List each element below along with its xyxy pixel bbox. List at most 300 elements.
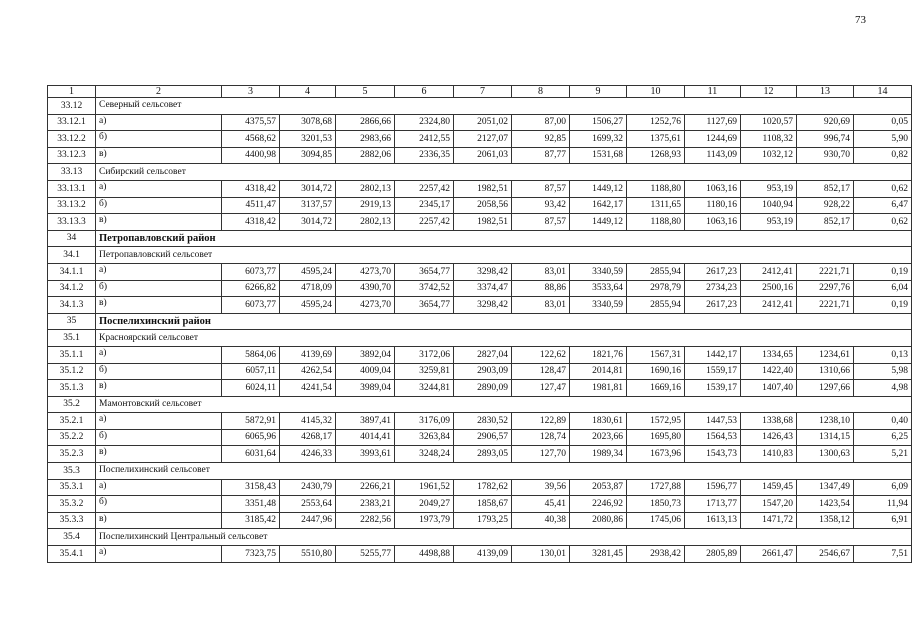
table-row <box>48 180 912 197</box>
variant-label: в) <box>96 214 222 231</box>
value-cell: 4375,57 <box>222 114 280 131</box>
value-cell: 3137,57 <box>280 197 336 214</box>
column-header: 3 <box>222 86 280 98</box>
value-cell: 2866,66 <box>336 114 395 131</box>
row-code: 35.1 <box>48 330 96 347</box>
value-cell: 2734,23 <box>685 280 741 297</box>
table-row <box>48 280 912 297</box>
value-cell: 1713,77 <box>685 496 741 513</box>
value-cell: 3176,09 <box>395 413 454 430</box>
settlement-name: Петропавловский сельсовет <box>96 247 912 264</box>
value-cell: 3993,61 <box>336 446 395 463</box>
table-row <box>48 131 912 148</box>
row-code: 35.3.1 <box>48 479 96 496</box>
value-cell: 4268,17 <box>280 429 336 446</box>
value-cell: 5,21 <box>854 446 912 463</box>
value-cell: 3892,04 <box>336 346 395 363</box>
value-cell: 2661,47 <box>741 546 797 563</box>
value-cell: 2500,16 <box>741 280 797 297</box>
variant-label: в) <box>96 380 222 397</box>
value-cell: 1539,17 <box>685 380 741 397</box>
value-cell: 2053,87 <box>570 479 627 496</box>
table-row <box>48 346 912 363</box>
value-cell: 4718,09 <box>280 280 336 297</box>
table-row <box>48 413 912 430</box>
value-cell: 4246,33 <box>280 446 336 463</box>
value-cell: 1020,57 <box>741 114 797 131</box>
value-cell: 1449,12 <box>570 180 627 197</box>
table-row <box>48 263 912 280</box>
value-cell: 1858,67 <box>454 496 512 513</box>
column-header: 14 <box>854 86 912 98</box>
variant-label: б) <box>96 280 222 297</box>
value-cell: 3281,45 <box>570 546 627 563</box>
table-row <box>48 479 912 496</box>
value-cell: 3248,24 <box>395 446 454 463</box>
row-code: 35.1.3 <box>48 380 96 397</box>
value-cell: 3244,81 <box>395 380 454 397</box>
row-code: 34.1.3 <box>48 297 96 314</box>
district-row <box>48 230 912 247</box>
value-cell: 3298,42 <box>454 263 512 280</box>
value-cell: 2257,42 <box>395 214 454 231</box>
value-cell: 122,62 <box>512 346 570 363</box>
value-cell: 83,01 <box>512 297 570 314</box>
row-code: 33.13 <box>48 164 96 181</box>
value-cell: 2221,71 <box>797 263 854 280</box>
district-name: Поспелихинский район <box>96 313 912 330</box>
value-cell: 3989,04 <box>336 380 395 397</box>
value-cell: 87,00 <box>512 114 570 131</box>
value-cell: 2802,13 <box>336 214 395 231</box>
row-code: 34.1.2 <box>48 280 96 297</box>
variant-label: а) <box>96 413 222 430</box>
value-cell: 3259,81 <box>395 363 454 380</box>
value-cell: 2412,41 <box>741 297 797 314</box>
value-cell: 3014,72 <box>280 180 336 197</box>
value-cell: 2282,56 <box>336 512 395 529</box>
value-cell: 1442,17 <box>685 346 741 363</box>
value-cell: 953,19 <box>741 180 797 197</box>
value-cell: 0,19 <box>854 263 912 280</box>
value-cell: 3340,59 <box>570 297 627 314</box>
value-cell: 3298,42 <box>454 297 512 314</box>
value-cell: 6031,64 <box>222 446 280 463</box>
value-cell: 1310,66 <box>797 363 854 380</box>
value-cell: 1543,73 <box>685 446 741 463</box>
value-cell: 930,70 <box>797 147 854 164</box>
variant-label: а) <box>96 114 222 131</box>
value-cell: 1961,52 <box>395 479 454 496</box>
value-cell: 0,62 <box>854 214 912 231</box>
value-cell: 4511,47 <box>222 197 280 214</box>
value-cell: 130,01 <box>512 546 570 563</box>
variant-label: а) <box>96 263 222 280</box>
table-row <box>48 297 912 314</box>
variant-label: в) <box>96 446 222 463</box>
value-cell: 2617,23 <box>685 297 741 314</box>
value-cell: 1506,27 <box>570 114 627 131</box>
settlement-name: Северный сельсовет <box>96 98 912 115</box>
section-row <box>48 529 912 546</box>
table-row <box>48 114 912 131</box>
row-code: 35.2.3 <box>48 446 96 463</box>
settlement-name: Поспелихинский Центральный сельсовет <box>96 529 912 546</box>
table-row <box>48 512 912 529</box>
value-cell: 3654,77 <box>395 263 454 280</box>
value-cell: 1358,12 <box>797 512 854 529</box>
column-header: 13 <box>797 86 854 98</box>
table-row <box>48 147 912 164</box>
value-cell: 2919,13 <box>336 197 395 214</box>
value-cell: 4,98 <box>854 380 912 397</box>
value-cell: 4498,88 <box>395 546 454 563</box>
value-cell: 0,62 <box>854 180 912 197</box>
district-row <box>48 313 912 330</box>
row-code: 33.13.2 <box>48 197 96 214</box>
value-cell: 4262,54 <box>280 363 336 380</box>
value-cell: 93,42 <box>512 197 570 214</box>
table-row <box>48 446 912 463</box>
value-cell: 2447,96 <box>280 512 336 529</box>
value-cell: 2266,21 <box>336 479 395 496</box>
value-cell: 7,51 <box>854 546 912 563</box>
value-cell: 2221,71 <box>797 297 854 314</box>
column-header: 11 <box>685 86 741 98</box>
value-cell: 127,70 <box>512 446 570 463</box>
value-cell: 852,17 <box>797 180 854 197</box>
page-number: 73 <box>855 14 866 26</box>
value-cell: 1690,16 <box>627 363 685 380</box>
settlement-name: Поспелихинский сельсовет <box>96 463 912 480</box>
value-cell: 2617,23 <box>685 263 741 280</box>
row-code: 35 <box>48 313 96 330</box>
value-cell: 0,40 <box>854 413 912 430</box>
value-cell: 1449,12 <box>570 214 627 231</box>
value-cell: 1252,76 <box>627 114 685 131</box>
value-cell: 2297,76 <box>797 280 854 297</box>
column-header: 9 <box>570 86 627 98</box>
value-cell: 3263,84 <box>395 429 454 446</box>
value-cell: 1981,81 <box>570 380 627 397</box>
value-cell: 0,05 <box>854 114 912 131</box>
value-cell: 4595,24 <box>280 263 336 280</box>
value-cell: 0,82 <box>854 147 912 164</box>
value-cell: 3654,77 <box>395 297 454 314</box>
row-code: 35.1.1 <box>48 346 96 363</box>
value-cell: 1567,31 <box>627 346 685 363</box>
value-cell: 1311,65 <box>627 197 685 214</box>
value-cell: 0,19 <box>854 297 912 314</box>
value-cell: 2802,13 <box>336 180 395 197</box>
table-row <box>48 429 912 446</box>
value-cell: 1063,16 <box>685 214 741 231</box>
table-row <box>48 197 912 214</box>
value-cell: 5864,06 <box>222 346 280 363</box>
value-cell: 1032,12 <box>741 147 797 164</box>
value-cell: 1423,54 <box>797 496 854 513</box>
value-cell: 2893,05 <box>454 446 512 463</box>
table-header-row <box>48 86 912 98</box>
value-cell: 1268,93 <box>627 147 685 164</box>
variant-label: в) <box>96 512 222 529</box>
value-cell: 2903,09 <box>454 363 512 380</box>
variant-label: в) <box>96 147 222 164</box>
row-code: 35.2.2 <box>48 429 96 446</box>
value-cell: 3351,48 <box>222 496 280 513</box>
column-header: 1 <box>48 86 96 98</box>
value-cell: 2938,42 <box>627 546 685 563</box>
value-cell: 4273,70 <box>336 297 395 314</box>
district-name: Петропавловский район <box>96 230 912 247</box>
value-cell: 6266,82 <box>222 280 280 297</box>
settlement-name: Сибирский сельсовет <box>96 164 912 181</box>
value-cell: 1063,16 <box>685 180 741 197</box>
value-cell: 2906,57 <box>454 429 512 446</box>
value-cell: 4139,09 <box>454 546 512 563</box>
value-cell: 3742,52 <box>395 280 454 297</box>
value-cell: 3172,06 <box>395 346 454 363</box>
value-cell: 3533,64 <box>570 280 627 297</box>
value-cell: 2383,21 <box>336 496 395 513</box>
variant-label: б) <box>96 131 222 148</box>
value-cell: 1334,65 <box>741 346 797 363</box>
value-cell: 1407,40 <box>741 380 797 397</box>
value-cell: 128,47 <box>512 363 570 380</box>
value-cell: 1613,13 <box>685 512 741 529</box>
value-cell: 1695,80 <box>627 429 685 446</box>
value-cell: 1821,76 <box>570 346 627 363</box>
value-cell: 3158,43 <box>222 479 280 496</box>
value-cell: 1188,80 <box>627 180 685 197</box>
value-cell: 1238,10 <box>797 413 854 430</box>
value-cell: 2546,67 <box>797 546 854 563</box>
value-cell: 3185,42 <box>222 512 280 529</box>
section-row <box>48 247 912 264</box>
value-cell: 3374,47 <box>454 280 512 297</box>
value-cell: 1673,96 <box>627 446 685 463</box>
column-header: 5 <box>336 86 395 98</box>
value-cell: 996,74 <box>797 131 854 148</box>
settlement-name: Мамонтовский сельсовет <box>96 396 912 413</box>
value-cell: 2827,04 <box>454 346 512 363</box>
value-cell: 11,94 <box>854 496 912 513</box>
value-cell: 6,91 <box>854 512 912 529</box>
value-cell: 1669,16 <box>627 380 685 397</box>
value-cell: 87,57 <box>512 180 570 197</box>
table-row <box>48 214 912 231</box>
value-cell: 1375,61 <box>627 131 685 148</box>
settlement-name: Красноярский сельсовет <box>96 330 912 347</box>
table-row <box>48 363 912 380</box>
value-cell: 83,01 <box>512 263 570 280</box>
value-cell: 2412,41 <box>741 263 797 280</box>
value-cell: 1459,45 <box>741 479 797 496</box>
value-cell: 2882,06 <box>336 147 395 164</box>
value-cell: 39,56 <box>512 479 570 496</box>
row-code: 35.3.3 <box>48 512 96 529</box>
section-row <box>48 396 912 413</box>
value-cell: 4009,04 <box>336 363 395 380</box>
value-cell: 1989,34 <box>570 446 627 463</box>
column-header: 8 <box>512 86 570 98</box>
row-code: 34.1.1 <box>48 263 96 280</box>
value-cell: 3340,59 <box>570 263 627 280</box>
value-cell: 5,98 <box>854 363 912 380</box>
value-cell: 127,47 <box>512 380 570 397</box>
value-cell: 5872,91 <box>222 413 280 430</box>
value-cell: 2257,42 <box>395 180 454 197</box>
value-cell: 1547,20 <box>741 496 797 513</box>
value-cell: 1188,80 <box>627 214 685 231</box>
value-cell: 1426,43 <box>741 429 797 446</box>
variant-label: б) <box>96 429 222 446</box>
value-cell: 4241,54 <box>280 380 336 397</box>
row-code: 34.1 <box>48 247 96 264</box>
value-cell: 1447,53 <box>685 413 741 430</box>
value-cell: 1422,40 <box>741 363 797 380</box>
value-cell: 920,69 <box>797 114 854 131</box>
value-cell: 1564,53 <box>685 429 741 446</box>
value-cell: 1300,63 <box>797 446 854 463</box>
value-cell: 1850,73 <box>627 496 685 513</box>
value-cell: 6065,96 <box>222 429 280 446</box>
value-cell: 1234,61 <box>797 346 854 363</box>
value-cell: 5,90 <box>854 131 912 148</box>
table-body <box>48 86 912 563</box>
variant-label: а) <box>96 479 222 496</box>
value-cell: 4014,41 <box>336 429 395 446</box>
value-cell: 1572,95 <box>627 413 685 430</box>
section-row <box>48 164 912 181</box>
value-cell: 1244,69 <box>685 131 741 148</box>
value-cell: 88,86 <box>512 280 570 297</box>
value-cell: 2127,07 <box>454 131 512 148</box>
value-cell: 4390,70 <box>336 280 395 297</box>
value-cell: 1596,77 <box>685 479 741 496</box>
row-code: 35.3.2 <box>48 496 96 513</box>
value-cell: 1410,83 <box>741 446 797 463</box>
value-cell: 4400,98 <box>222 147 280 164</box>
value-cell: 2061,03 <box>454 147 512 164</box>
value-cell: 2336,35 <box>395 147 454 164</box>
value-cell: 2058,56 <box>454 197 512 214</box>
value-cell: 3094,85 <box>280 147 336 164</box>
value-cell: 1531,68 <box>570 147 627 164</box>
value-cell: 92,85 <box>512 131 570 148</box>
value-cell: 1559,17 <box>685 363 741 380</box>
variant-label: а) <box>96 180 222 197</box>
row-code: 35.4 <box>48 529 96 546</box>
row-code: 35.4.1 <box>48 546 96 563</box>
value-cell: 2049,27 <box>395 496 454 513</box>
value-cell: 2430,79 <box>280 479 336 496</box>
value-cell: 6057,11 <box>222 363 280 380</box>
value-cell: 1745,06 <box>627 512 685 529</box>
table-row <box>48 380 912 397</box>
value-cell: 1040,94 <box>741 197 797 214</box>
value-cell: 128,74 <box>512 429 570 446</box>
value-cell: 1314,15 <box>797 429 854 446</box>
value-cell: 5255,77 <box>336 546 395 563</box>
value-cell: 1830,61 <box>570 413 627 430</box>
value-cell: 2412,55 <box>395 131 454 148</box>
value-cell: 4595,24 <box>280 297 336 314</box>
value-cell: 87,57 <box>512 214 570 231</box>
variant-label: б) <box>96 363 222 380</box>
value-cell: 2080,86 <box>570 512 627 529</box>
value-cell: 1727,88 <box>627 479 685 496</box>
row-code: 35.3 <box>48 463 96 480</box>
variant-label: б) <box>96 496 222 513</box>
value-cell: 1793,25 <box>454 512 512 529</box>
row-code: 33.13.3 <box>48 214 96 231</box>
value-cell: 1180,16 <box>685 197 741 214</box>
row-code: 35.1.2 <box>48 363 96 380</box>
value-cell: 87,77 <box>512 147 570 164</box>
data-table <box>47 85 912 563</box>
value-cell: 6,09 <box>854 479 912 496</box>
value-cell: 4318,42 <box>222 214 280 231</box>
value-cell: 953,19 <box>741 214 797 231</box>
value-cell: 6,25 <box>854 429 912 446</box>
table-row <box>48 496 912 513</box>
value-cell: 6073,77 <box>222 297 280 314</box>
value-cell: 1973,79 <box>395 512 454 529</box>
column-header: 6 <box>395 86 454 98</box>
value-cell: 4145,32 <box>280 413 336 430</box>
value-cell: 2890,09 <box>454 380 512 397</box>
value-cell: 2553,64 <box>280 496 336 513</box>
value-cell: 928,22 <box>797 197 854 214</box>
value-cell: 4139,69 <box>280 346 336 363</box>
value-cell: 2051,02 <box>454 114 512 131</box>
column-header: 4 <box>280 86 336 98</box>
table-row <box>48 546 912 563</box>
section-row <box>48 98 912 115</box>
value-cell: 1642,17 <box>570 197 627 214</box>
row-code: 35.2.1 <box>48 413 96 430</box>
variant-label: в) <box>96 297 222 314</box>
value-cell: 3014,72 <box>280 214 336 231</box>
value-cell: 2805,89 <box>685 546 741 563</box>
value-cell: 6,04 <box>854 280 912 297</box>
value-cell: 2246,92 <box>570 496 627 513</box>
row-code: 34 <box>48 230 96 247</box>
value-cell: 2830,52 <box>454 413 512 430</box>
value-cell: 2978,79 <box>627 280 685 297</box>
value-cell: 852,17 <box>797 214 854 231</box>
value-cell: 1143,09 <box>685 147 741 164</box>
value-cell: 1782,62 <box>454 479 512 496</box>
row-code: 33.12.3 <box>48 147 96 164</box>
value-cell: 1127,69 <box>685 114 741 131</box>
value-cell: 6024,11 <box>222 380 280 397</box>
variant-label: а) <box>96 346 222 363</box>
value-cell: 3201,53 <box>280 131 336 148</box>
value-cell: 1699,32 <box>570 131 627 148</box>
value-cell: 1108,32 <box>741 131 797 148</box>
value-cell: 7323,75 <box>222 546 280 563</box>
value-cell: 40,38 <box>512 512 570 529</box>
value-cell: 4273,70 <box>336 263 395 280</box>
row-code: 33.13.1 <box>48 180 96 197</box>
value-cell: 1347,49 <box>797 479 854 496</box>
value-cell: 2023,66 <box>570 429 627 446</box>
column-header: 7 <box>454 86 512 98</box>
row-code: 33.12 <box>48 98 96 115</box>
value-cell: 1338,68 <box>741 413 797 430</box>
